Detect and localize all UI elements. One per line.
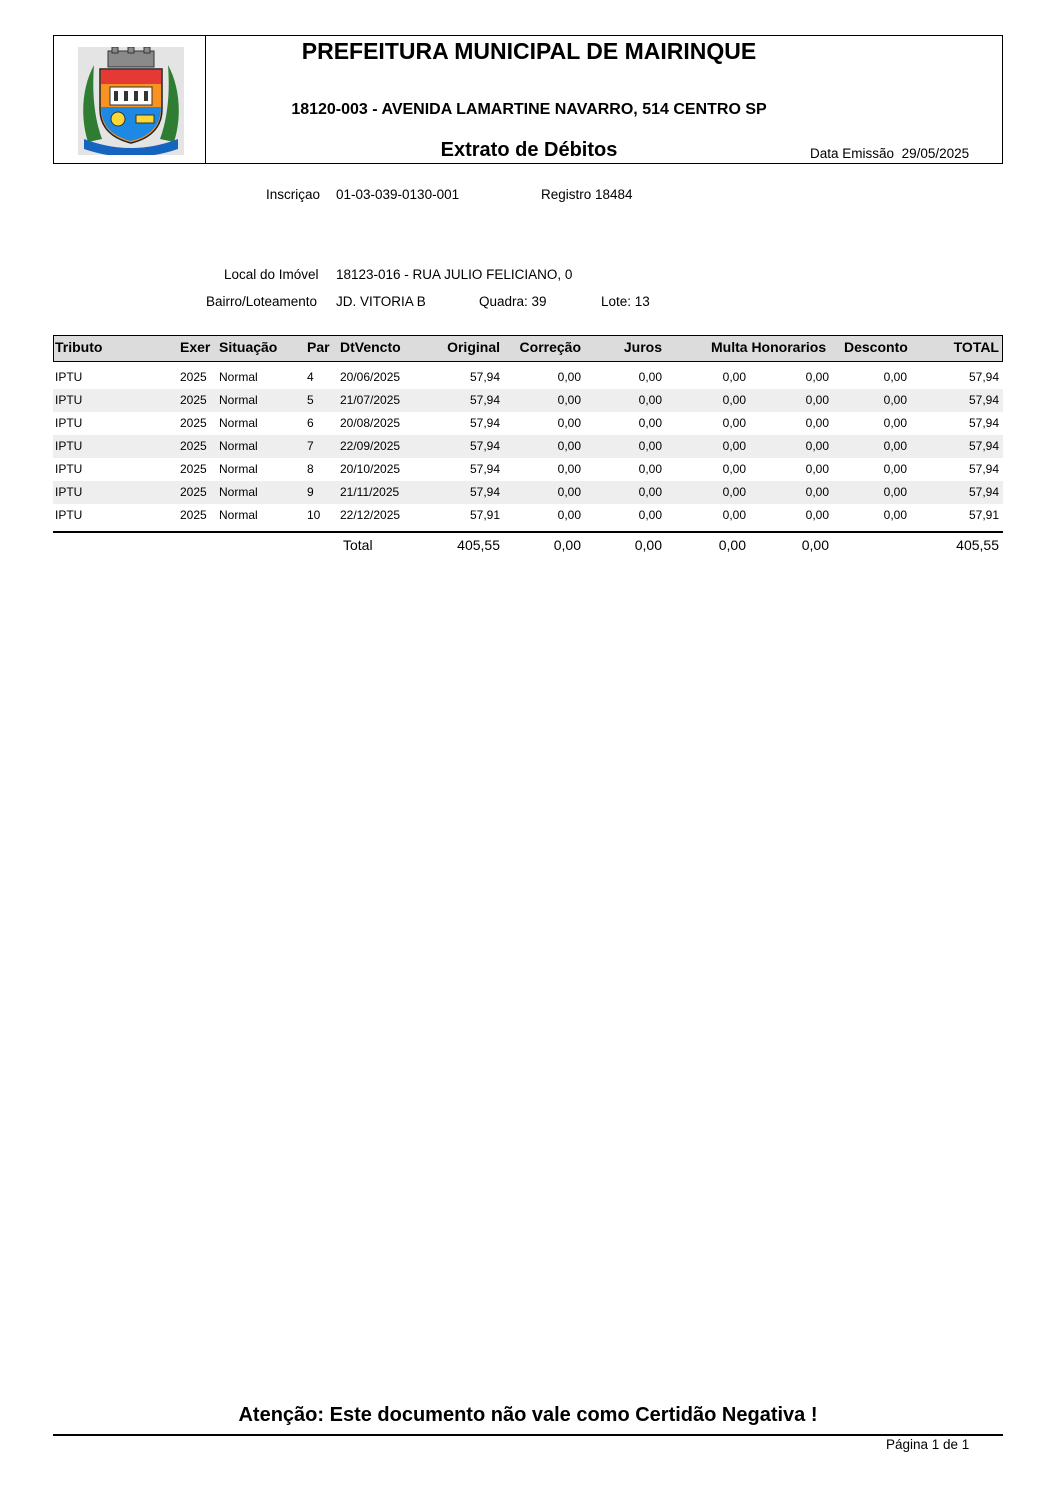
cell-desconto: 0,00: [883, 508, 907, 522]
table-row: [53, 481, 1003, 504]
cell-situacao: Normal: [219, 416, 258, 430]
col-desconto: Desconto: [844, 339, 908, 355]
cell-honorarios: 0,00: [805, 485, 829, 499]
cell-correcao: 0,00: [557, 439, 581, 453]
cell-exer: 2025: [180, 508, 207, 522]
cell-honorarios: 0,00: [805, 393, 829, 407]
local-value: 18123-016 - RUA JULIO FELICIANO, 0: [336, 267, 573, 282]
cell-total: 57,94: [968, 439, 999, 453]
bairro-label: Bairro/Loteamento: [206, 294, 318, 309]
table-row: [53, 504, 1003, 527]
cell-situacao: Normal: [219, 462, 258, 476]
cell-par: 6: [307, 416, 314, 430]
cell-total: 57,94: [968, 393, 999, 407]
cell-total: 57,94: [968, 462, 999, 476]
table-row: [53, 412, 1003, 435]
cell-exer: 2025: [180, 439, 207, 453]
cell-honorarios: 0,00: [805, 416, 829, 430]
cell-multa: 0,00: [722, 439, 746, 453]
page-number: Página 1 de 1: [886, 1437, 970, 1452]
col-correcao: Correção: [519, 339, 581, 355]
table-row: [53, 458, 1003, 481]
cell-situacao: Normal: [219, 370, 258, 384]
cell-situacao: Normal: [219, 393, 258, 407]
cell-original: 57,94: [469, 393, 500, 407]
cell-correcao: 0,00: [557, 370, 581, 384]
cell-par: 9: [307, 485, 314, 499]
cell-total: 57,94: [968, 416, 999, 430]
cell-honorarios: 0,00: [805, 439, 829, 453]
cell-original: 57,94: [469, 485, 500, 499]
col-original: Original: [447, 339, 500, 355]
org-address: 18120-003 - AVENIDA LAMARTINE NAVARRO, 514 CENTRO SP: [291, 101, 767, 118]
cell-desconto: 0,00: [883, 370, 907, 384]
cell-total: 57,94: [968, 370, 999, 384]
cell-tributo: IPTU: [55, 393, 83, 407]
cell-multa: 0,00: [722, 462, 746, 476]
total-honorarios: 0,00: [801, 537, 829, 553]
municipal-coat-of-arms-icon: [78, 47, 184, 155]
cell-correcao: 0,00: [557, 485, 581, 499]
footer-divider: [53, 1434, 1003, 1436]
local-label: Local do Imóvel: [224, 267, 319, 282]
cell-tributo: IPTU: [55, 485, 83, 499]
cell-situacao: Normal: [219, 439, 258, 453]
table-row: [53, 389, 1003, 412]
cell-exer: 2025: [180, 416, 207, 430]
total-label: Total: [343, 537, 373, 553]
cell-desconto: 0,00: [883, 485, 907, 499]
cell-original: 57,94: [469, 439, 500, 453]
totals-divider: [53, 531, 1003, 533]
registro: Registro 18484: [541, 187, 633, 202]
cell-honorarios: 0,00: [805, 508, 829, 522]
document-title: Extrato de Débitos: [440, 139, 618, 161]
cell-desconto: 0,00: [883, 393, 907, 407]
cell-tributo: IPTU: [55, 370, 83, 384]
cell-situacao: Normal: [219, 485, 258, 499]
cell-dtvencto: 21/07/2025: [340, 393, 401, 407]
emission-label: Data Emissão: [810, 146, 895, 161]
cell-dtvencto: 22/09/2025: [340, 439, 401, 453]
cell-original: 57,91: [469, 508, 500, 522]
cell-tributo: IPTU: [55, 439, 83, 453]
cell-juros: 0,00: [638, 416, 662, 430]
emission-date: [810, 146, 969, 161]
col-multa-honorarios: Multa Honorarios: [711, 339, 827, 355]
cell-exer: 2025: [180, 485, 207, 499]
cell-juros: 0,00: [638, 393, 662, 407]
cell-par: 10: [307, 508, 321, 522]
cell-dtvencto: 20/08/2025: [340, 416, 401, 430]
col-dtvencto: DtVencto: [340, 339, 401, 355]
quadra: Quadra: 39: [479, 294, 547, 309]
total-correcao: 0,00: [553, 537, 581, 553]
cell-par: 4: [307, 370, 314, 384]
cell-desconto: 0,00: [883, 439, 907, 453]
cell-juros: 0,00: [638, 439, 662, 453]
cell-dtvencto: 22/12/2025: [340, 508, 401, 522]
cell-tributo: IPTU: [55, 416, 83, 430]
lote: Lote: 13: [601, 294, 650, 309]
inscricao-value: 01-03-039-0130-001: [336, 187, 460, 202]
cell-tributo: IPTU: [55, 462, 83, 476]
cell-par: 5: [307, 393, 314, 407]
col-tributo: Tributo: [55, 339, 103, 355]
cell-juros: 0,00: [638, 370, 662, 384]
cell-total: 57,91: [968, 508, 999, 522]
cell-honorarios: 0,00: [805, 462, 829, 476]
warning-notice: Atenção: Este documento não vale como Certidão Negativa !: [238, 1404, 818, 1426]
bairro-value: JD. VITORIA B: [336, 294, 426, 309]
cell-total: 57,94: [968, 485, 999, 499]
cell-exer: 2025: [180, 462, 207, 476]
inscricao-label: Inscriçao: [266, 187, 321, 202]
col-situacao: Situação: [219, 339, 278, 355]
cell-tributo: IPTU: [55, 508, 83, 522]
col-exer: Exer: [180, 339, 211, 355]
cell-exer: 2025: [180, 370, 207, 384]
cell-multa: 0,00: [722, 393, 746, 407]
col-total: TOTAL: [953, 339, 999, 355]
total-total: 405,55: [956, 537, 999, 553]
cell-dtvencto: 20/10/2025: [340, 462, 401, 476]
emission-value: 29/05/2025: [901, 146, 970, 161]
table-row: [53, 435, 1003, 458]
cell-multa: 0,00: [722, 485, 746, 499]
cell-desconto: 0,00: [883, 416, 907, 430]
cell-desconto: 0,00: [883, 462, 907, 476]
cell-correcao: 0,00: [557, 508, 581, 522]
cell-original: 57,94: [469, 370, 500, 384]
cell-juros: 0,00: [638, 462, 662, 476]
cell-juros: 0,00: [638, 508, 662, 522]
cell-dtvencto: 21/11/2025: [340, 485, 400, 499]
total-original: 405,55: [457, 537, 500, 553]
col-juros: Juros: [623, 339, 662, 355]
cell-original: 57,94: [469, 462, 500, 476]
cell-correcao: 0,00: [557, 462, 581, 476]
cell-original: 57,94: [469, 416, 500, 430]
cell-exer: 2025: [180, 393, 207, 407]
cell-situacao: Normal: [219, 508, 258, 522]
cell-par: 7: [307, 439, 314, 453]
total-juros: 0,00: [634, 537, 662, 553]
total-multa: 0,00: [718, 537, 746, 553]
cell-correcao: 0,00: [557, 393, 581, 407]
org-title: PREFEITURA MUNICIPAL DE MAIRINQUE: [301, 38, 757, 64]
cell-multa: 0,00: [722, 370, 746, 384]
col-par: Par: [307, 339, 330, 355]
cell-multa: 0,00: [722, 508, 746, 522]
cell-juros: 0,00: [638, 485, 662, 499]
cell-dtvencto: 20/06/2025: [340, 370, 401, 384]
cell-multa: 0,00: [722, 416, 746, 430]
cell-correcao: 0,00: [557, 416, 581, 430]
cell-par: 8: [307, 462, 314, 476]
cell-honorarios: 0,00: [805, 370, 829, 384]
table-row: [53, 366, 1003, 389]
